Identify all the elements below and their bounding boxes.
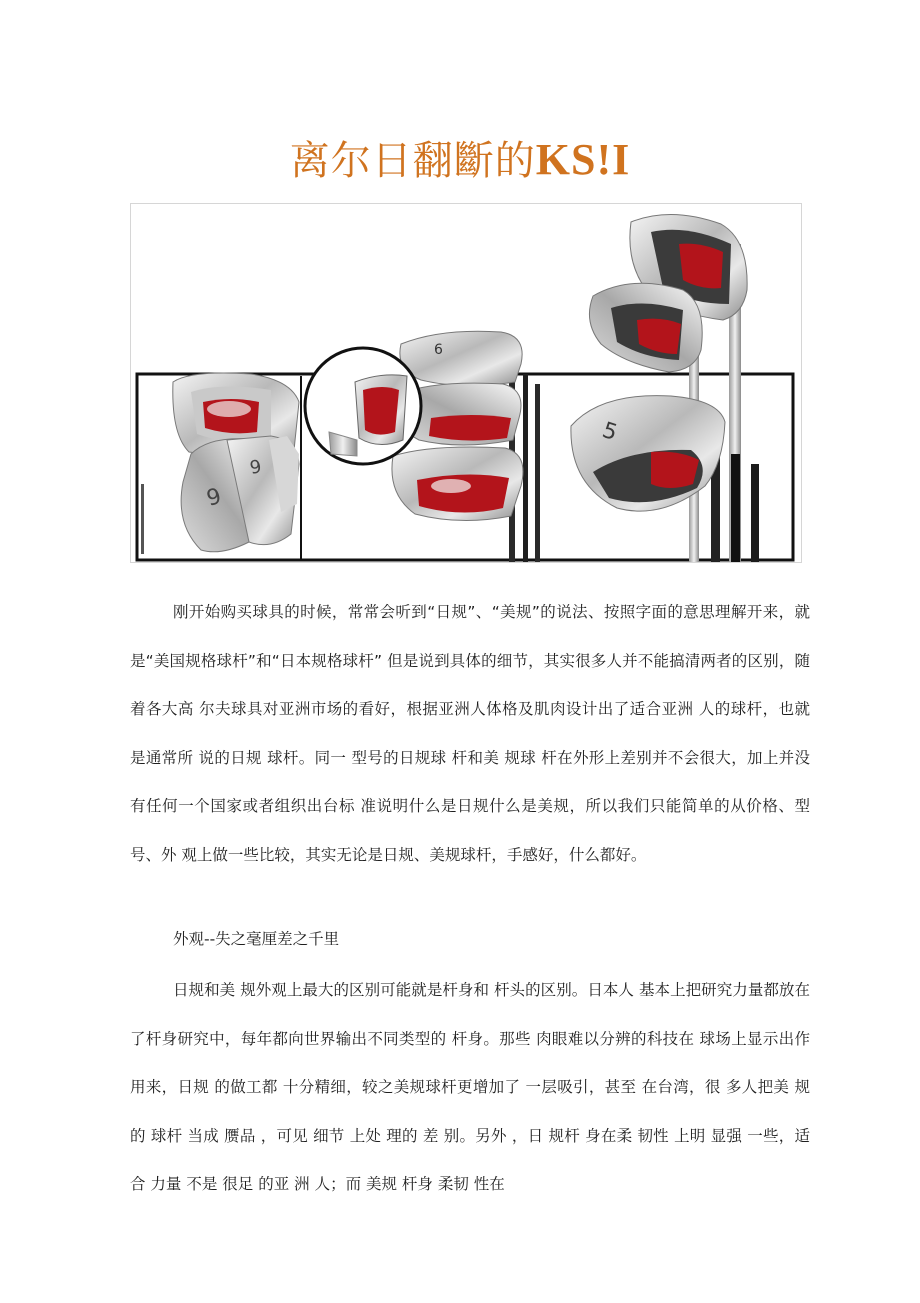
body-paragraph-1: 刚开始购买球具的时候，常常会听到“日规”、“美规”的说法、按照字面的意思理解开来，就是“美国规格球杆”和“日本规格球杆” 但是说到具体的细节，其实很多人并不能搞清两者的区别，随着各大高 尔夫球具对亚洲市场的看好，根据亚洲人体格及肌肉设计出了适合亚洲 人的球杆，也就 是通常所 说的日规 球杆。同一 型号的日规球 杆和美 规球 杆在外形上差别并不会很大，加上并没有任何一个国家或者组织出台标 准说明什么是日规什么是美规，所以我们只能简单的从价格、型号、外 观上做一些比较，其实无论是日规、美规球杆，手感好，什么都好。 (130, 603, 810, 864)
club-number-label: 6 (434, 342, 443, 358)
left-iron-lower (181, 436, 299, 552)
page-title-cjk: 离尔日翻斷的 (289, 138, 536, 184)
page-title (0, 132, 920, 189)
section-subheading: 外观--失之毫厘差之千里 (173, 930, 340, 948)
right-irons (571, 214, 759, 562)
club-number-label: 9 (204, 484, 225, 512)
body-paragraph-2: 日规和美 规外观上最大的区别可能就是杆身和 杆头的区别。日本人 基本上把研究力量都放在了杆身研究中，每年都向世界输出不同类型的 杆身。那些 肉眼难以分辨的科技在 球场上显示出作用来，日规 的做工都 十分精细，较之美规球杆更增加了 一层吸引，甚至 在台湾，很 多人把美 规的 球杆 当成 赝品 ，可见 细节 上处 理的 差 别。另外 ，日 规杆 身在柔 韧性 上明 显强 一些，适合 力量 不是 很足 的亚 洲 人；而 美规 杆身 柔韧 性在 (130, 981, 810, 1194)
club-number-label: 5 (599, 417, 621, 447)
magnifier-circle (305, 348, 421, 464)
middle-iron-stack (392, 331, 540, 562)
club-number-label: 9 (248, 456, 264, 479)
golf-clubs-photo (130, 203, 802, 563)
page-title-latin: KS!I (535, 135, 631, 184)
